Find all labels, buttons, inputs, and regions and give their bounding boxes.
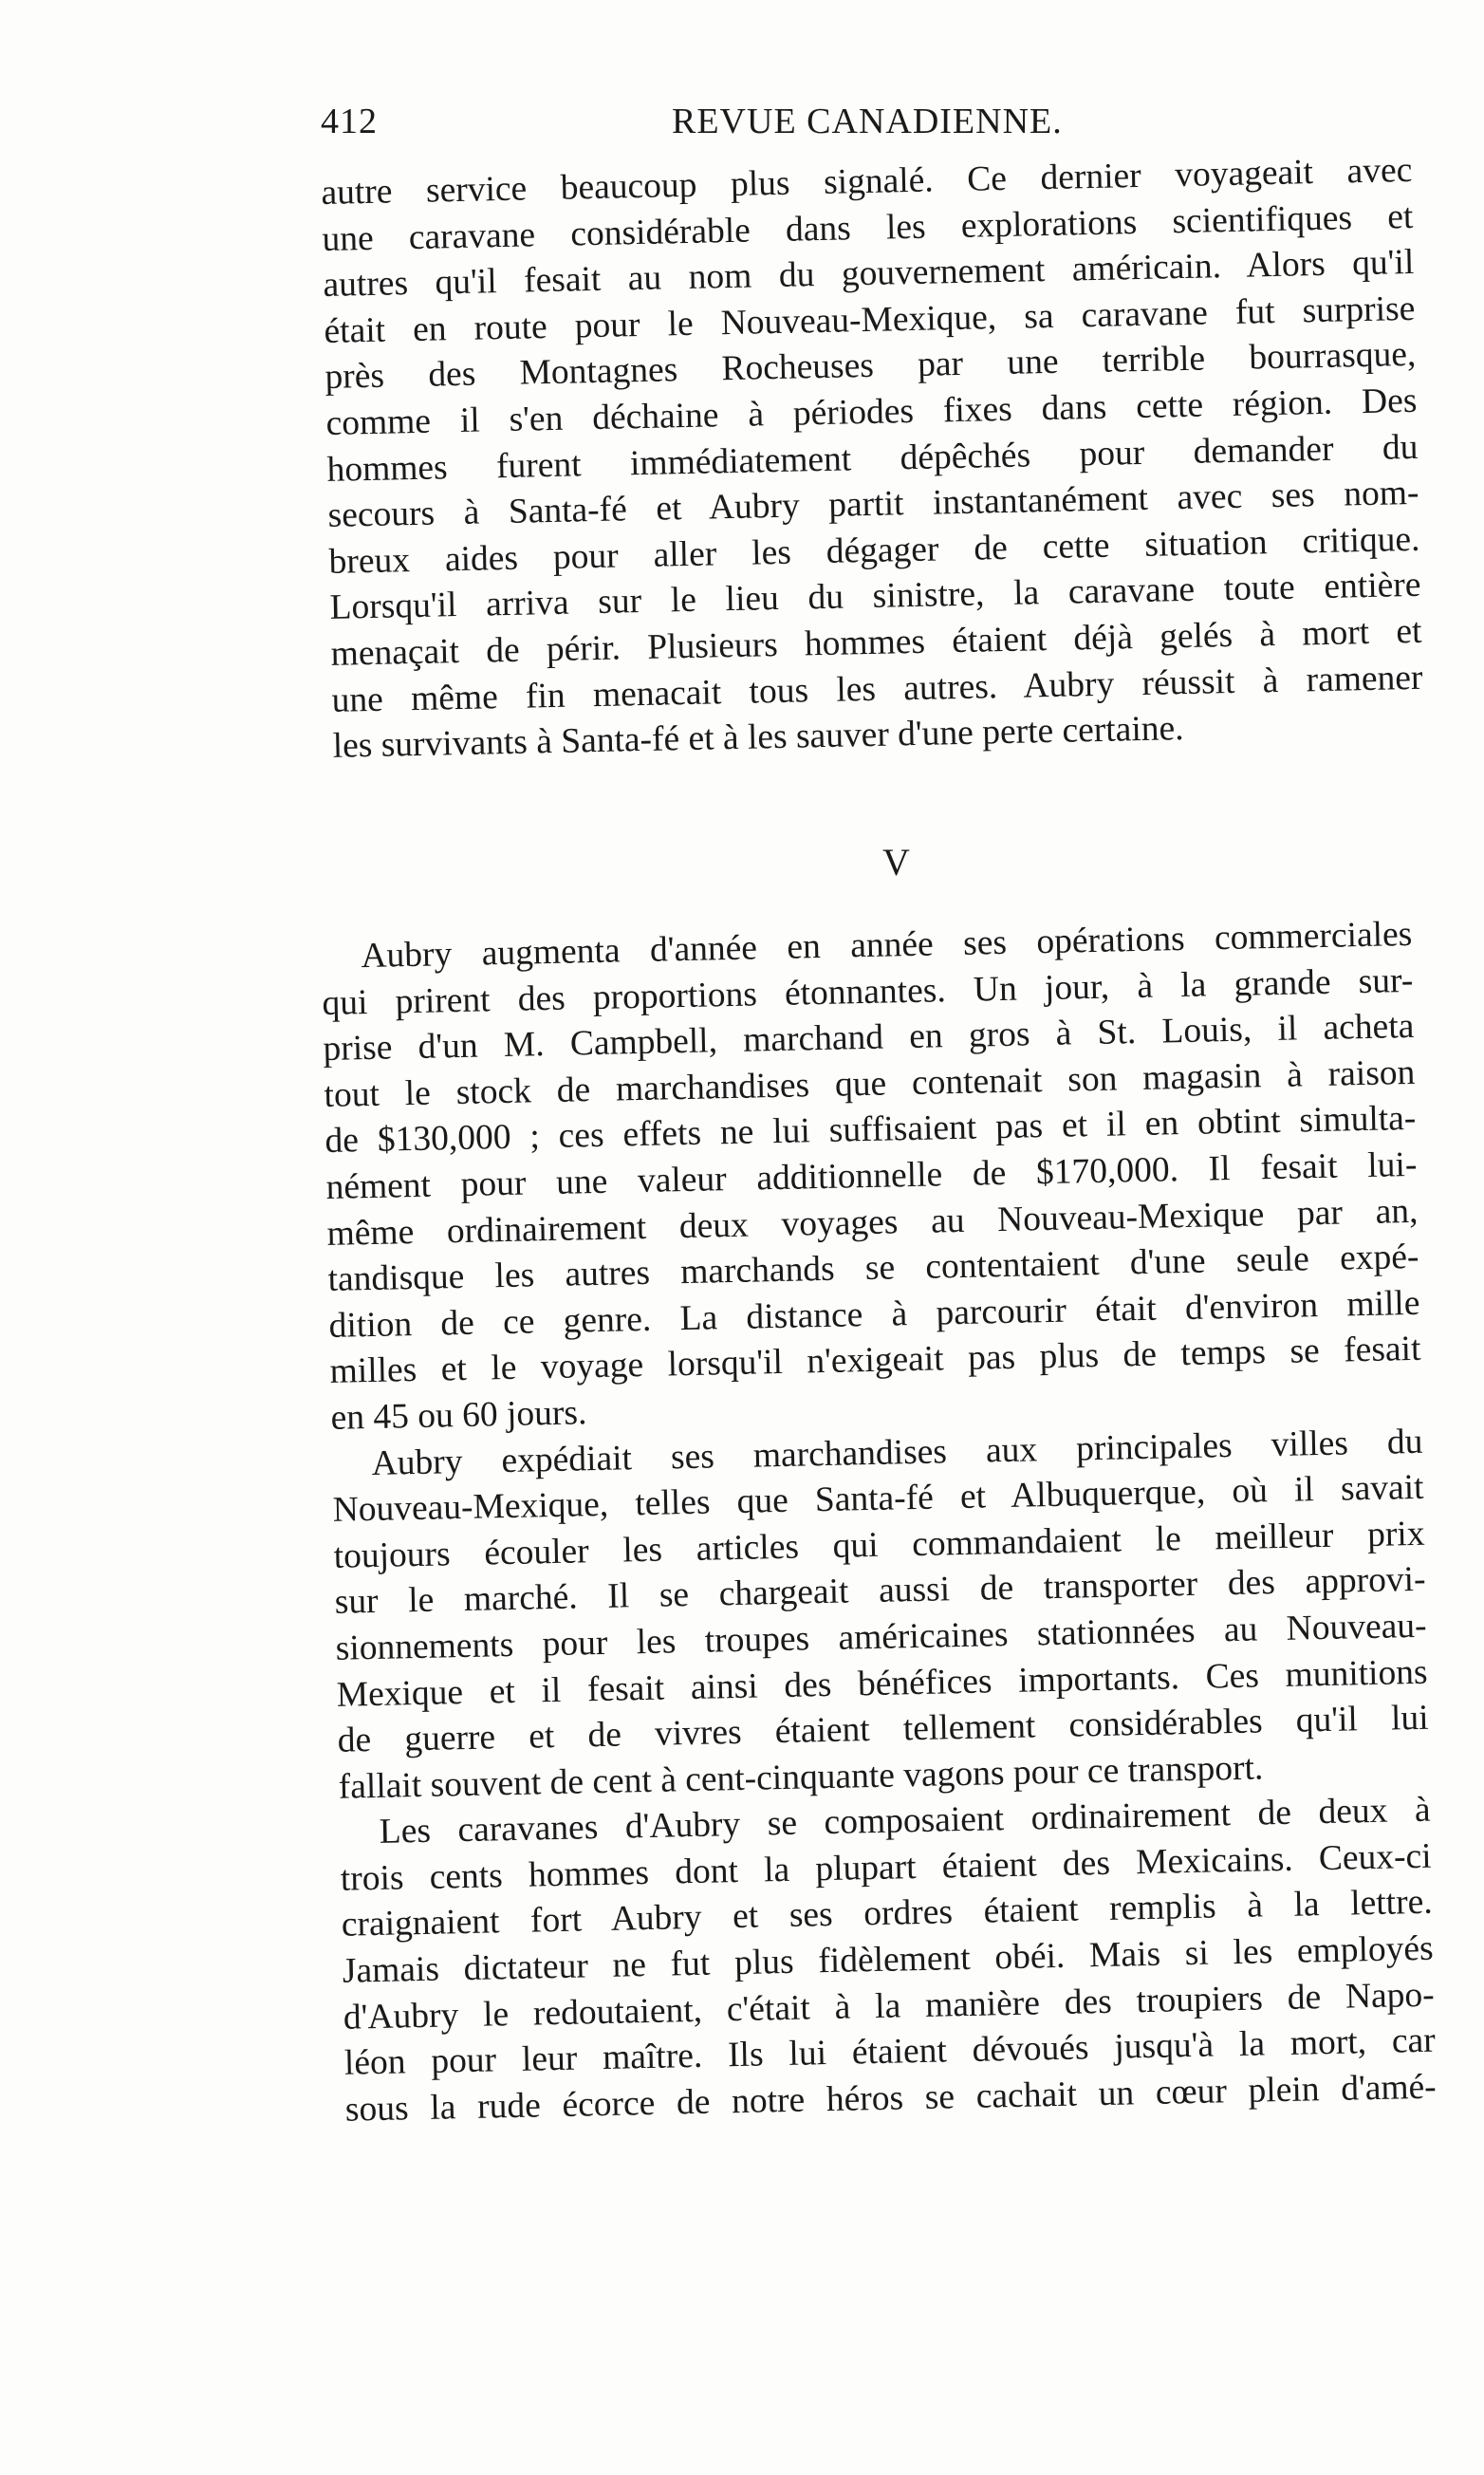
text-line: Nouveau-Mexique, telles que Santa-fé et Albuquerque, où il savait bbox=[332, 1467, 1424, 1530]
text-line: léon pour leur maître. Ils lui étaient dévoués jusqu'à la mort, car bbox=[343, 2020, 1437, 2083]
text-line: Lorsqu'il arriva sur le lieu du sinistre, la caravane toute entière bbox=[329, 566, 1421, 628]
text-line: Jamais dictateur ne fut plus fidèlement obéi. Mais si les employés bbox=[342, 1928, 1435, 1991]
text-line: toujours écouler les articles qui commandaient le meilleur prix bbox=[333, 1514, 1425, 1576]
text-line: nément pour une valeur additionnelle de $170,000. Il fesait lui- bbox=[325, 1144, 1418, 1207]
journal-title: REVUE CANADIENNE. bbox=[672, 102, 1063, 141]
page-number: 412 bbox=[321, 102, 378, 141]
text-line: hommes furent immédiatement dépêchés pour demander du bbox=[326, 427, 1419, 490]
paragraph bbox=[331, 1419, 1430, 1811]
text-line: de $130,000 ; ces effets ne lui suffisaient pas et il en obtint simulta- bbox=[325, 1099, 1417, 1162]
text-line: Aubry expédiait ses marchandises aux principales villes du bbox=[371, 1422, 1423, 1483]
text-line: près des Montagnes Rocheuses par une terrible bourrasque, bbox=[325, 335, 1417, 398]
section-body bbox=[321, 912, 1437, 2133]
text-line: était en route pour le Nouveau-Mexique, sa caravane fut surprise bbox=[324, 288, 1416, 351]
text-line: comme il s'en déchaine à périodes fixes dans cette région. Des bbox=[325, 381, 1418, 443]
text-line: Les caravanes d'Aubry se composaient ordinairement de deux à bbox=[379, 1790, 1432, 1852]
text-line: sionnements pour les troupes américaines stationnées au Nouveau- bbox=[335, 1606, 1427, 1668]
paragraph-continued bbox=[321, 148, 1424, 771]
paragraph bbox=[321, 912, 1422, 1442]
text-line: autres qu'il fesait au nom du gouvernement américain. Alors qu'il bbox=[323, 243, 1415, 306]
text-line: même ordinairement deux voyages au Nouveau-Mexique par an, bbox=[326, 1191, 1419, 1254]
text-line: d'Aubry le redoutaient, c'était à la manière des troupiers de Napo- bbox=[343, 1975, 1436, 2038]
text-line: de guerre et de vivres étaient tellement considérables qu'il lui bbox=[337, 1698, 1429, 1760]
text-line: autre service beaucoup plus signalé. Ce dernier voyageait avec bbox=[321, 150, 1413, 213]
text-line: breux aides pour aller les dégager de cette situation critique. bbox=[328, 519, 1420, 582]
text-line: une caravane considérable dans les explorations scientifiques et bbox=[322, 196, 1414, 259]
text-line: Aubry augmenta d'année en année ses opérations commerciales bbox=[361, 914, 1413, 977]
section-heading: V bbox=[882, 841, 910, 884]
text-line: qui prirent des proportions étonnantes. Un jour, à la grande sur- bbox=[322, 960, 1414, 1023]
text-line: milles et le voyage lorsqu'il n'exigeait pas plus de temps se fesait bbox=[329, 1330, 1421, 1392]
text-line: Mexique et il fesait ainsi des bénéfices importants. Ces munitions bbox=[336, 1652, 1428, 1715]
text-line: prise d'un M. Campbell, marchand en gros à St. Louis, il acheta bbox=[323, 1007, 1415, 1070]
text-line: sur le marché. Il se chargeait aussi de transporter des approvi- bbox=[334, 1560, 1426, 1623]
text-line: les survivants à Santa-fé et à les sauver d'une perte certaine. bbox=[332, 709, 1184, 766]
text-line: craignaient fort Aubry et ses ordres étaient remplis à la lettre. bbox=[341, 1883, 1434, 1945]
text-line: sous la rude écorce de notre héros se cachait un cœur plein d'amé- bbox=[344, 2067, 1438, 2130]
text-line: dition de ce genre. La distance à parcourir était d'environ mille bbox=[328, 1283, 1420, 1346]
paragraph bbox=[339, 1788, 1437, 2133]
text-line: trois cents hommes dont la plupart étaient des Mexicains. Ceux-ci bbox=[340, 1836, 1433, 1899]
text-line: menaçait de périr. Plusieurs hommes étaient déjà gelés à mort et bbox=[330, 611, 1422, 674]
text-line: tout le stock de marchandises que contenait son magasin à raison bbox=[324, 1052, 1416, 1115]
text-line: une même fin menacait tous les autres. Aubry réussit à ramener bbox=[331, 658, 1423, 720]
text-line: en 45 ou 60 jours. bbox=[330, 1393, 587, 1438]
text-line: secours à Santa-fé et Aubry partit instantanément avec ses nom- bbox=[327, 473, 1419, 536]
running-head bbox=[321, 95, 1450, 152]
text-line: tandisque les autres marchands se contentaient d'une seule expé- bbox=[327, 1237, 1419, 1300]
text-line: fallait souvent de cent à cent-cinquante vagons pour ce transport. bbox=[338, 1748, 1264, 1807]
